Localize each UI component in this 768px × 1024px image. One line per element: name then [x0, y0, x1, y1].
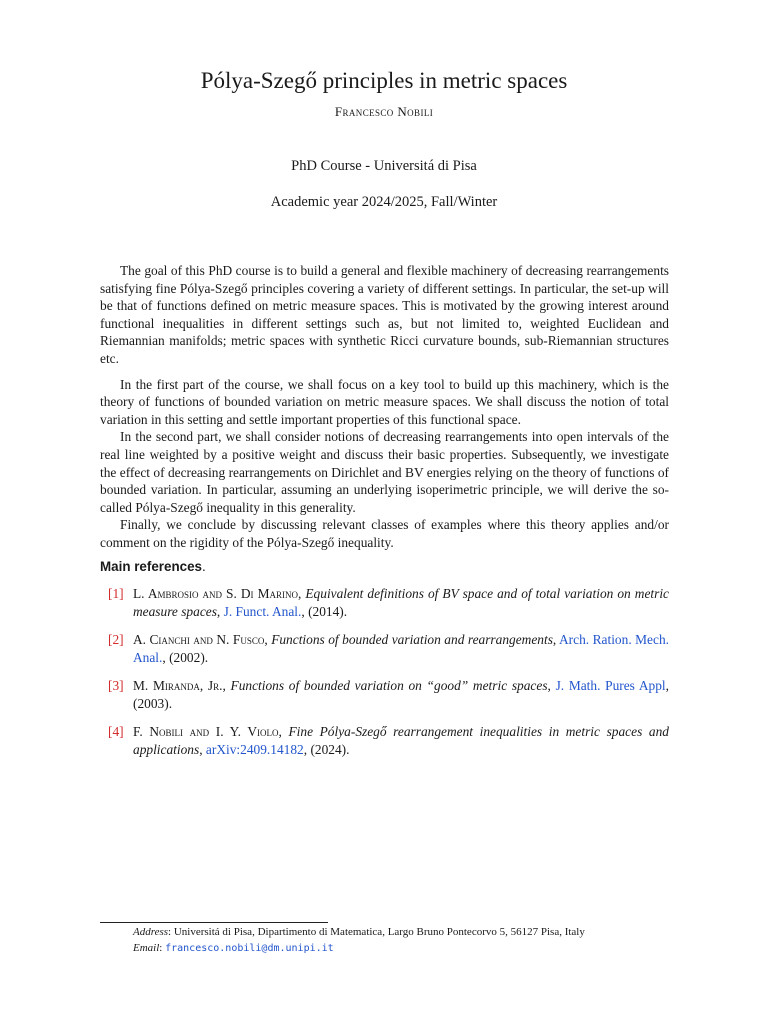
reference-title: Equivalent definitions of BV space and of total variation on metric measure spaces: [133, 586, 669, 619]
email-separator: :: [159, 942, 166, 954]
reference-journal-link[interactable]: J. Math. Pures Appl: [555, 678, 666, 693]
paragraph-goal: The goal of this PhD course is to build a general and flexible machinery of decreasing rearrangements satisfying fine Pólya-Szegő principles covering a variety of different settings. In particular, the set-up will be that of functions defined on metric measure spaces. This is motivated by the growing interest around functional inequalities in different settings such as, but not limited to, weighted Euclidean and Riemannian manifolds; metric spaces with synthetic Ricci curvature bounds, sub-Riemannian structures etc.: [100, 263, 669, 366]
email-link[interactable]: francesco.nobili@dm.unipi.it: [165, 943, 334, 954]
paragraph-first-part: In the first part of the course, we shall focus on a key tool to build up this machinery, which is the theory of functions of bounded variation on metric measure spaces. We shall discuss the notion of total variation in this setting and settle important properties of this functional space.: [100, 376, 669, 427]
footnote: [133, 924, 693, 957]
reference-journal-link[interactable]: arXiv:2409.14182: [205, 742, 304, 757]
reference-authors: L. Ambrosio and S. Di Marino,: [133, 586, 302, 601]
reference-separator: ,: [216, 604, 224, 619]
reference-number[interactable]: [3]: [108, 678, 124, 693]
address-text: : Universitá di Pisa, Dipartimento di Matematica, Largo Bruno Pontecorvo 5, 56127 Pisa, Italy: [168, 926, 585, 938]
reference-number[interactable]: [2]: [108, 632, 124, 647]
reference-item: [108, 585, 669, 621]
address-line: [133, 924, 693, 940]
reference-title: Functions of bounded variation on “good” metric spaces: [230, 678, 548, 693]
reference-title: Fine Pólya-Szegő rearrangement inequalities in metric spaces and applications: [133, 724, 669, 757]
academic-year: Academic year 2024/2025, Fall/Winter: [270, 194, 498, 210]
references-heading-text: Main references: [100, 559, 202, 574]
page-title: Pólya-Szegő principles in metric spaces: [200, 68, 568, 93]
reference-item: [108, 677, 669, 713]
email-line: [133, 940, 693, 957]
reference-item: [108, 631, 669, 667]
reference-separator: ,: [552, 632, 560, 647]
reference-year: , (2003).: [133, 678, 669, 711]
email-label: Email: [133, 942, 160, 954]
reference-authors: M. Miranda, Jr.,: [133, 678, 226, 693]
reference-year: , (2024).: [303, 742, 350, 757]
reference-journal-link[interactable]: J. Funct. Anal.: [223, 604, 302, 619]
reference-authors: F. Nobili and I. Y. Violo,: [133, 724, 282, 739]
footnote-rule: [100, 922, 328, 923]
reference-year: , (2014).: [301, 604, 348, 619]
paragraph-conclusion: Finally, we conclude by discussing relevant classes of examples where this theory applies and/or comment on the rigidity of the Pólya-Szegő inequality.: [100, 517, 669, 550]
reference-title: Functions of bounded variation and rearrangements: [271, 632, 553, 647]
paragraph-second-part: In the second part, we shall consider notions of decreasing rearrangements into open intervals of the real line weighted by a positive weight and discuss their basic properties. Subsequently, we investigate the effect of decreasing rearrangements on Dirichlet and BV energies relying on the theory of functions of bounded variation. In particular, assuming an underlying isoperimetric principle, we will derive the so-called Pólya-Szegő inequality in this generality.: [100, 429, 669, 515]
reference-number[interactable]: [1]: [108, 586, 124, 601]
course-line: PhD Course - Universitá di Pisa: [291, 158, 477, 174]
reference-year: , (2002).: [162, 650, 209, 665]
reference-number[interactable]: [4]: [108, 724, 124, 739]
address-label: Address: [133, 926, 169, 938]
abstract-body: [100, 262, 669, 552]
reference-journal-link[interactable]: Arch. Ration. Mech. Anal.: [133, 632, 669, 665]
reference-authors: A. Cianchi and N. Fusco,: [133, 632, 268, 647]
author-name: Francesco Nobili: [334, 104, 434, 119]
reference-separator: ,: [199, 742, 206, 757]
references-heading-dot: .: [201, 559, 206, 574]
reference-list: [108, 585, 669, 769]
reference-item: [108, 723, 669, 759]
reference-separator: ,: [547, 678, 556, 693]
references-heading: [100, 557, 206, 577]
